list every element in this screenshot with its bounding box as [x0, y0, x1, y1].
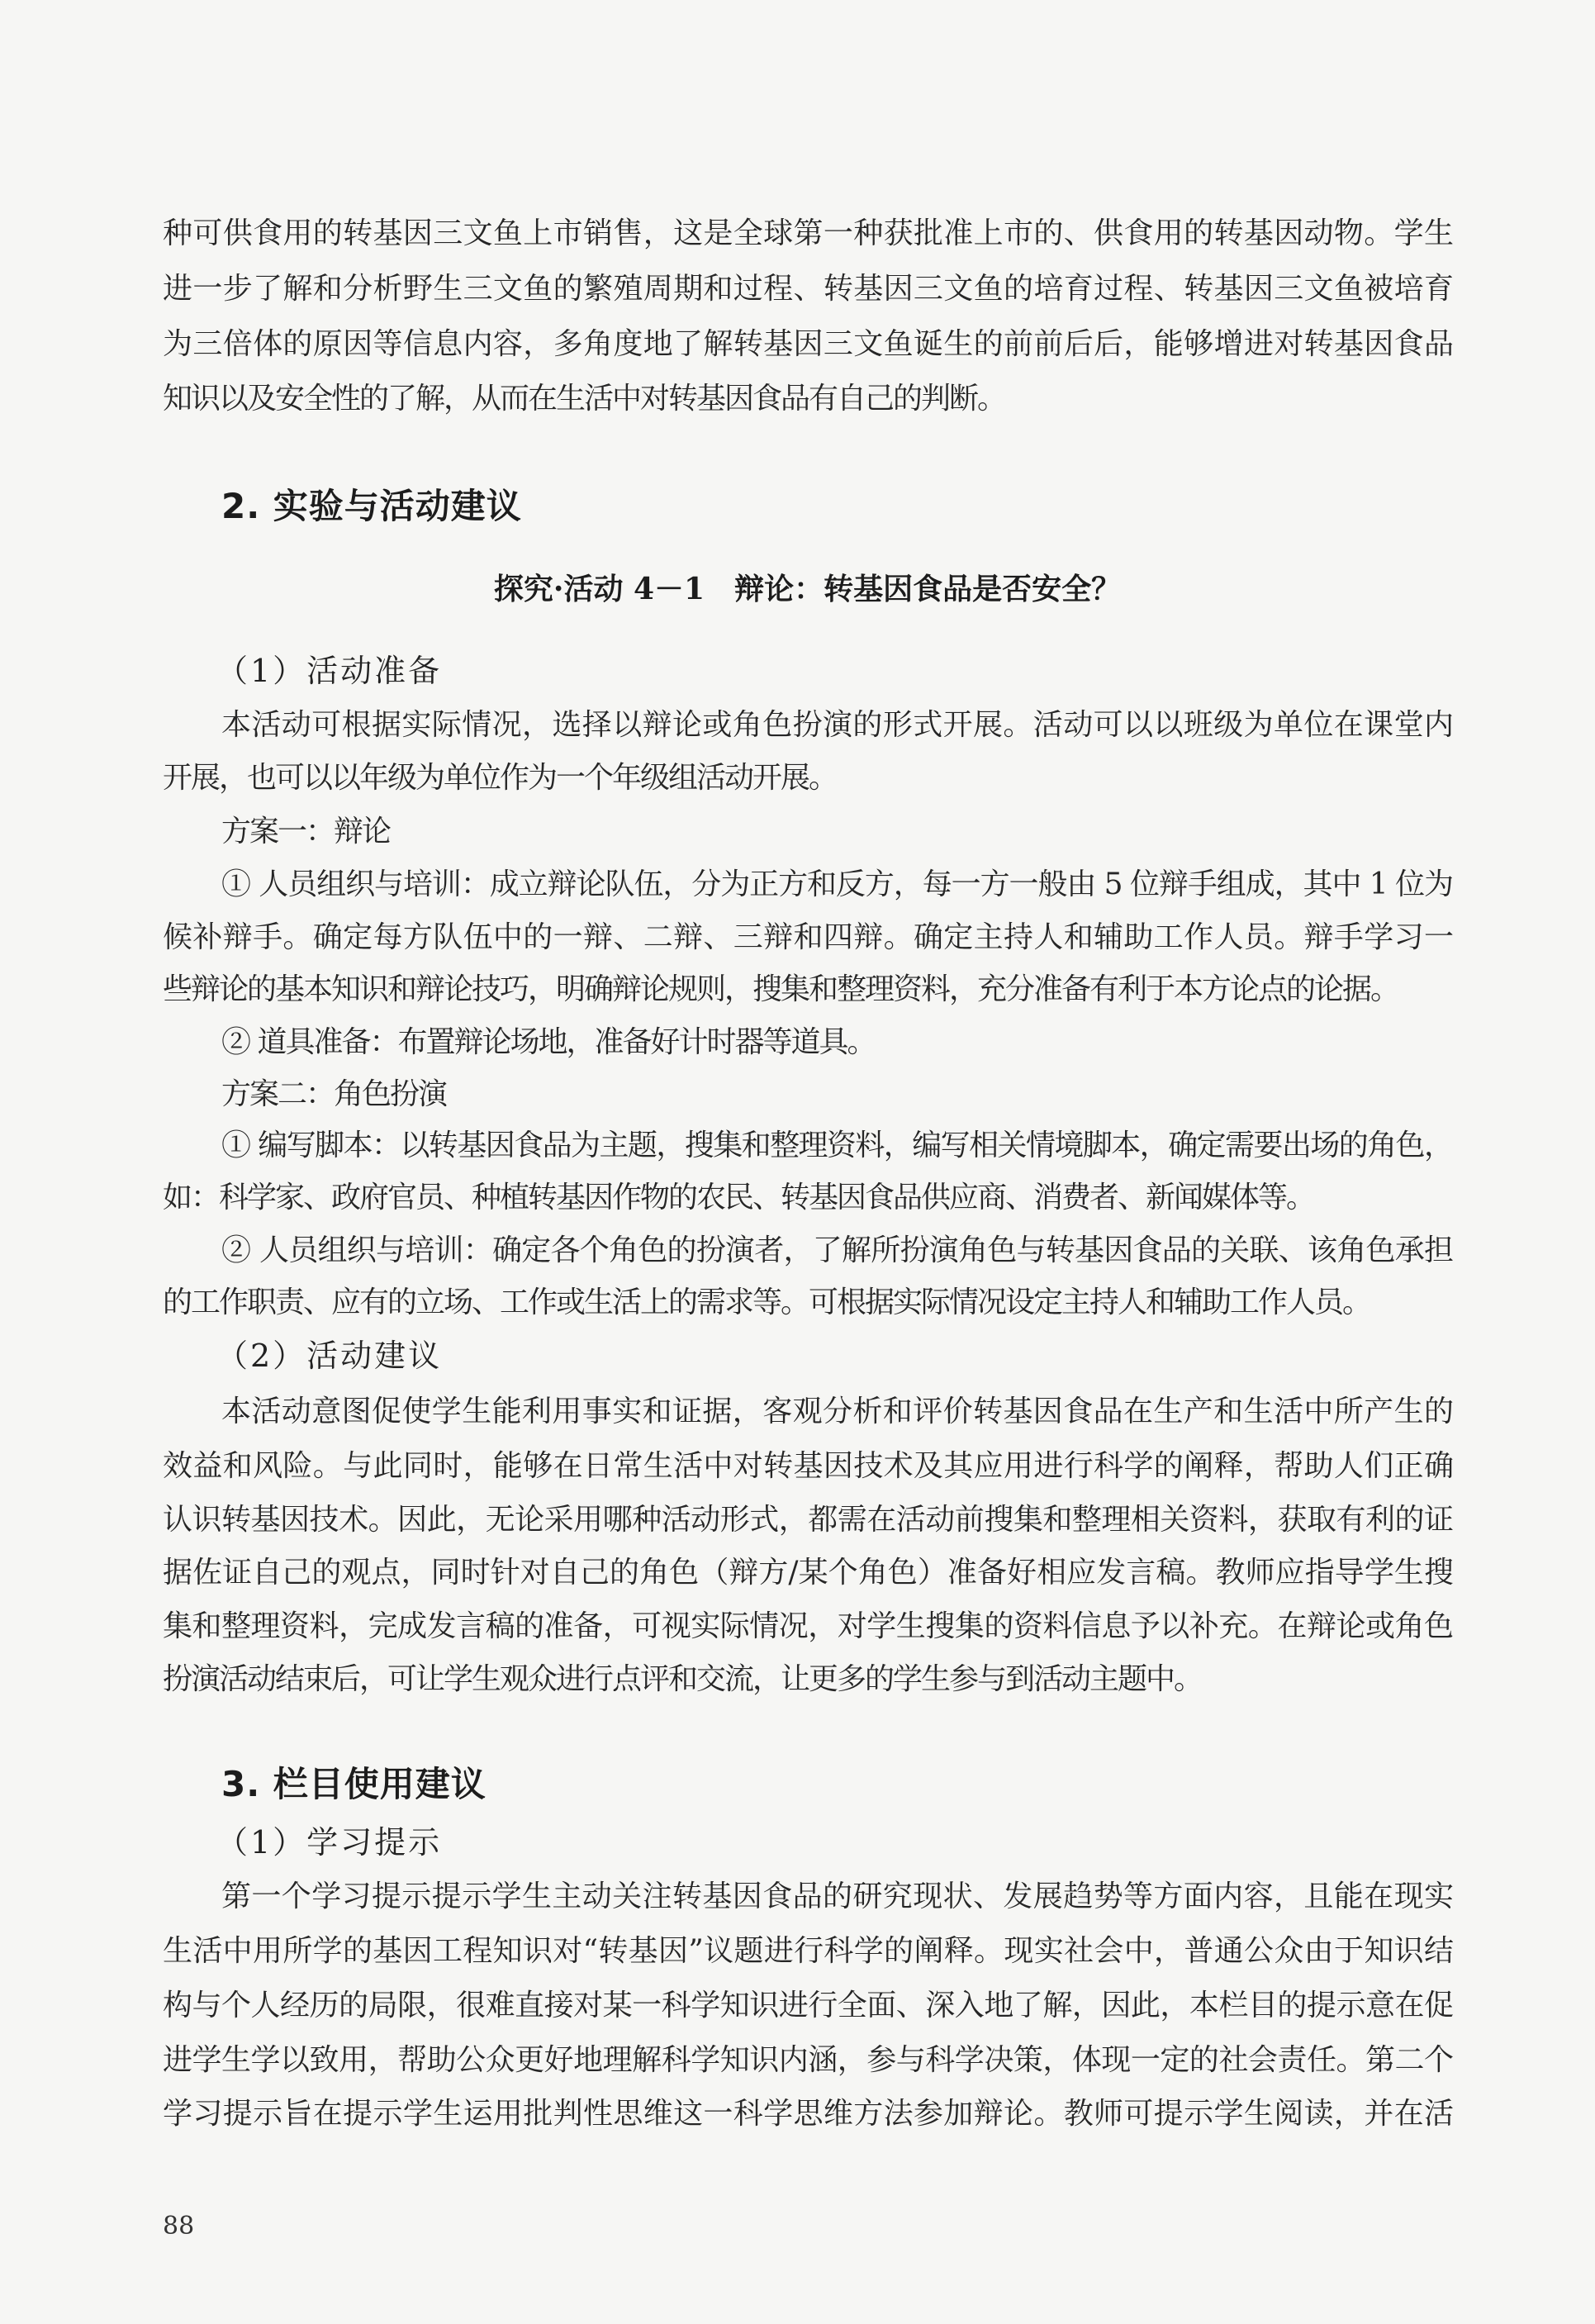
suggestions-paragraph-line: 据佐证自己的观点，同时针对自己的角色（辩方/某个角色）准备好相应发言稿。教师应指导学生搜 — [163, 1556, 1452, 1590]
intro-paragraph-line: 为三倍体的原因等信息内容，多角度地了解转基因三文鱼诞生的前前后后，能够增进对转基因食品 — [163, 327, 1452, 361]
intro-paragraph-line: 进一步了解和分析野生三文鱼的繁殖周期和过程、转基因三文鱼的培育过程、转基因三文鱼被培育 — [163, 272, 1452, 306]
plan-1-item-1-line: ① 人员组织与培训：成立辩论队伍，分为正方和反方，每一方一般由 5 位辩手组成，其中 1 位为 — [221, 867, 1452, 901]
learning-tips-paragraph-line: 生活中用所学的基因工程知识对“转基因”议题进行科学的阐释。现实社会中，普通公众由于知识结 — [163, 1934, 1452, 1968]
suggestions-paragraph-line: 认识转基因技术。因此，无论采用哪种活动形式，都需在活动前搜集和整理相关资料，获取有利的证 — [163, 1503, 1452, 1537]
preparation-paragraph-line: 开展，也可以以年级为单位作为一个年级组活动开展。 — [163, 761, 838, 795]
preparation-paragraph-line: 本活动可根据实际情况，选择以辩论或角色扮演的形式开展。活动可以以班级为单位在课堂内 — [221, 708, 1452, 742]
learning-tips-heading: （1）学习提示 — [216, 1824, 443, 1861]
learning-tips-paragraph-line: 构与个人经历的局限，很难直接对某一科学知识进行全面、深入地了解，因此，本栏目的提示意在促 — [163, 1989, 1452, 2022]
suggestions-paragraph-line: 集和整理资料，完成发言稿的准备，可视实际情况，对学生搜集的资料信息予以补充。在辩论或角色 — [163, 1609, 1452, 1643]
learning-tips-paragraph-line: 进学生学以致用，帮助公众更好地理解科学知识内涵，参与科学决策，体现一定的社会责任。第二个 — [163, 2043, 1452, 2077]
plan-1-item-1-line: 些辩论的基本知识和辩论技巧，明确辩论规则，搜集和整理资料，充分准备有利于本方论点的论据。 — [163, 972, 1399, 1006]
page-number: 88 — [163, 2212, 195, 2241]
learning-tips-paragraph-line: 学习提示旨在提示学生运用批判性思维这一科学思维方法参加辩论。教师可提示学生阅读，并在活 — [163, 2097, 1452, 2131]
activity-suggestions-heading: （2）活动建议 — [216, 1338, 443, 1374]
suggestions-paragraph-line: 扮演活动结束后，可让学生观众进行点评和交流，让更多的学生参与到活动主题中。 — [163, 1662, 1203, 1696]
suggestions-paragraph-line: 效益和风险。与此同时，能够在日常生活中对转基因技术及其应用进行科学的阐释，帮助人们正确 — [163, 1449, 1452, 1483]
plan-2-item-1-line: ① 编写脚本：以转基因食品为主题，搜集和整理资料，编写相关情境脚本，确定需要出场的角色， — [221, 1129, 1452, 1162]
plan-1-item-1-line: 候补辩手。确定每方队伍中的一辩、二辩、三辩和四辩。确定主持人和辅助工作人员。辩手学习一 — [163, 920, 1452, 954]
section-2-heading: 2. 实验与活动建议 — [221, 486, 522, 526]
plan-2-item-2-line: ② 人员组织与培训：确定各个角色的扮演者，了解所扮演角色与转基因食品的关联、该角色承担 — [221, 1233, 1452, 1267]
activity-title: 探究·活动 4－1 辩论：转基因食品是否安全？ — [493, 572, 1122, 606]
plan-1-label: 方案一：辩论 — [221, 815, 391, 848]
intro-paragraph-line: 知识以及安全性的了解，从而在生活中对转基因食品有自己的判断。 — [163, 382, 1006, 416]
section-3-heading: 3. 栏目使用建议 — [221, 1764, 487, 1804]
learning-tips-paragraph-line: 第一个学习提示提示学生主动关注转基因食品的研究现状、发展趋势等方面内容，且能在现实 — [221, 1880, 1452, 1913]
intro-paragraph-line: 种可供食用的转基因三文鱼上市销售，这是全球第一种获批准上市的、供食用的转基因动物。学生 — [163, 216, 1452, 250]
plan-2-item-1-line: 如：科学家、政府官员、种植转基因作物的农民、转基因食品供应商、消费者、新闻媒体等。 — [163, 1181, 1315, 1214]
activity-preparation-heading: （1）活动准备 — [216, 653, 443, 689]
plan-2-item-2-line: 的工作职责、应有的立场、工作或生活上的需求等。可根据实际情况设定主持人和辅助工作人员。 — [163, 1286, 1371, 1319]
plan-2-label: 方案二：角色扮演 — [221, 1077, 447, 1111]
plan-1-item-2-line: ② 道具准备：布置辩论场地，准备好计时器等道具。 — [221, 1025, 876, 1059]
suggestions-paragraph-line: 本活动意图促使学生能利用事实和证据，客观分析和评价转基因食品在生产和生活中所产生的 — [221, 1395, 1452, 1428]
